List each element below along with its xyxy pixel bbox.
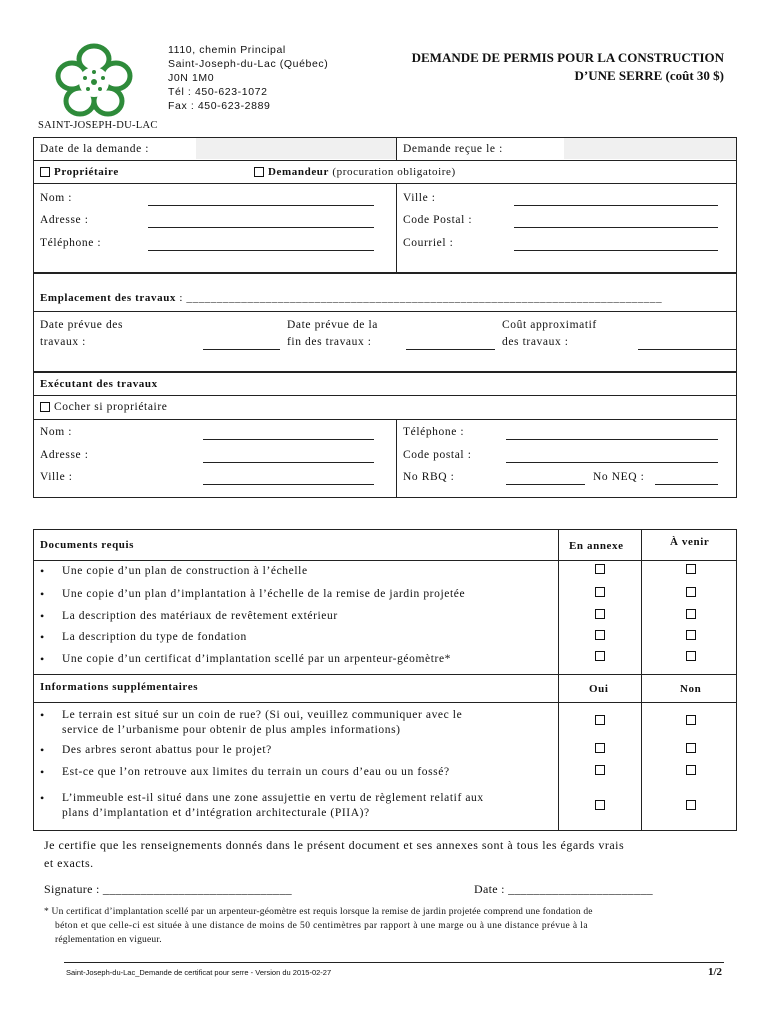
telephone-label: Téléphone : xyxy=(40,237,102,249)
telephone-field[interactable] xyxy=(148,250,374,251)
q1-non-checkbox[interactable] xyxy=(686,715,696,725)
doc4-annexe-checkbox[interactable] xyxy=(595,630,605,640)
date-request-field[interactable] xyxy=(196,138,396,159)
owner-checkbox[interactable] xyxy=(40,167,50,177)
info-question-cont: service de l’urbanisme pour obtenir de plus amples informations) xyxy=(62,724,401,736)
end-date-label: Date prévue de la xyxy=(287,319,378,331)
start-date-label-2: travaux : xyxy=(40,336,86,348)
nom-field[interactable] xyxy=(148,205,374,206)
col-annexe: En annexe xyxy=(569,540,624,552)
contractor-owner-checkbox[interactable] xyxy=(40,402,50,412)
date-field[interactable]: Date : _______________________ xyxy=(474,882,653,896)
info-question: Est-ce que l’on retrouve aux limites du terrain un cours d’eau ou un fossé? xyxy=(62,766,450,778)
contractor-title: Exécutant des travaux xyxy=(40,378,158,390)
address-line: J0N 1M0 xyxy=(168,72,215,84)
page-number: 1/2 xyxy=(707,966,722,978)
doc5-annexe-checkbox[interactable] xyxy=(595,651,605,661)
contractor-code-postal-label: Code postal : xyxy=(403,449,472,461)
doc1-annexe-checkbox[interactable] xyxy=(595,564,605,574)
contractor-owner-label: Cocher si propriétaire xyxy=(54,401,168,413)
q2-non-checkbox[interactable] xyxy=(686,743,696,753)
doc3-avenir-checkbox[interactable] xyxy=(686,609,696,619)
code-postal-field[interactable] xyxy=(514,227,718,228)
location-label: Emplacement des travaux : ______________________________________________________________________________ xyxy=(40,292,663,304)
rbq-label: No RBQ : xyxy=(403,471,455,483)
nom-label: Nom : xyxy=(40,192,73,204)
address-line: Saint-Joseph-du-Lac (Québec) xyxy=(168,58,329,70)
date-request-label: Date de la demande : xyxy=(40,143,150,155)
contractor-ville-label: Ville : xyxy=(40,471,73,483)
contractor-adresse-field[interactable] xyxy=(203,462,374,463)
code-postal-label: Code Postal : xyxy=(403,214,473,226)
footer-version: Saint-Joseph-du-Lac_Demande de certificat pour serre - Version du 2015-02-27 xyxy=(66,968,332,977)
neq-field[interactable] xyxy=(655,484,718,485)
doc1-avenir-checkbox[interactable] xyxy=(686,564,696,574)
end-date-field[interactable] xyxy=(406,349,495,350)
signature-field[interactable]: Signature : ______________________________ xyxy=(44,882,292,896)
info-question: L’immeuble est-il situé dans une zone assujettie en vertu de règlement relatif aux xyxy=(62,792,484,804)
documents-title: Documents requis xyxy=(40,539,135,551)
applicant-checkbox[interactable] xyxy=(254,167,264,177)
certify-text: Je certifie que les renseignements donnés dans le présent document et ses annexes sont à tous les égards vrais xyxy=(44,838,625,852)
doc-item: Une copie d’un plan de construction à l’échelle xyxy=(62,565,308,577)
col-oui: Oui xyxy=(589,683,609,695)
courriel-label: Courriel : xyxy=(403,237,454,249)
start-date-label: Date prévue des xyxy=(40,319,124,331)
municipal-logo xyxy=(44,40,144,120)
q3-non-checkbox[interactable] xyxy=(686,765,696,775)
doc3-annexe-checkbox[interactable] xyxy=(595,609,605,619)
q1-oui-checkbox[interactable] xyxy=(595,715,605,725)
contractor-nom-label: Nom : xyxy=(40,426,73,438)
q2-oui-checkbox[interactable] xyxy=(595,743,605,753)
courriel-field[interactable] xyxy=(514,250,718,251)
date-received-label: Demande reçue le : xyxy=(403,143,503,155)
footnote-cont: béton et que celle-ci est située à une distance de moins de 50 centimètres par rapport à une marge ou à une distance prévue à la xyxy=(55,921,588,931)
contractor-ville-field[interactable] xyxy=(203,484,374,485)
doc2-avenir-checkbox[interactable] xyxy=(686,587,696,597)
info-title: Informations supplémentaires xyxy=(40,681,199,693)
neq-label: No NEQ : xyxy=(593,471,645,483)
col-non: Non xyxy=(680,683,702,695)
q3-oui-checkbox[interactable] xyxy=(595,765,605,775)
contractor-adresse-label: Adresse : xyxy=(40,449,89,461)
footnote: * Un certificat d’implantation scellé par un arpenteur-géomètre est requis lorsque la remise de jardin projetée comprend une fondation de xyxy=(44,907,593,917)
adresse-field[interactable] xyxy=(148,227,374,228)
works-section xyxy=(33,273,737,372)
doc-item: Une copie d’un plan d’implantation à l’échelle de la remise de jardin projetée xyxy=(62,588,466,600)
doc2-annexe-checkbox[interactable] xyxy=(595,587,605,597)
doc-item: La description du type de fondation xyxy=(62,631,247,643)
ville-label: Ville : xyxy=(403,192,436,204)
contractor-telephone-field[interactable] xyxy=(506,439,718,440)
certify-text-cont: et exacts. xyxy=(44,856,94,870)
cost-label: Coût approximatif xyxy=(502,319,597,331)
end-date-label-2: fin des travaux : xyxy=(287,336,372,348)
address-line: 1110, chemin Principal xyxy=(168,44,286,56)
q4-oui-checkbox[interactable] xyxy=(595,800,605,810)
logo-text: SAINT-JOSEPH-DU-LAC xyxy=(38,120,158,131)
contractor-nom-field[interactable] xyxy=(203,439,374,440)
cost-label-2: des travaux : xyxy=(502,336,569,348)
page-title: DEMANDE DE PERMIS POUR LA CONSTRUCTION xyxy=(411,50,724,65)
date-received-field[interactable] xyxy=(564,138,736,159)
doc-item: Une copie d’un certificat d’implantation scellé par un arpenteur-géomètre* xyxy=(62,653,452,665)
info-question: Le terrain est situé sur un coin de rue? (Si oui, veuillez communiquer avec le xyxy=(62,709,463,721)
cost-field[interactable] xyxy=(638,349,736,350)
doc5-avenir-checkbox[interactable] xyxy=(686,651,696,661)
contractor-code-postal-field[interactable] xyxy=(506,462,718,463)
page-subtitle: D’UNE SERRE (coût 30 $) xyxy=(574,68,724,83)
q4-non-checkbox[interactable] xyxy=(686,800,696,810)
start-date-field[interactable] xyxy=(203,349,280,350)
doc4-avenir-checkbox[interactable] xyxy=(686,630,696,640)
info-question-cont: plans d’implantation et d’intégration architecturale (PIIA)? xyxy=(62,807,370,819)
footnote-cont: réglementation en vigueur. xyxy=(55,935,162,945)
owner-label: Propriétaire xyxy=(54,166,119,178)
address-line: Tél : 450-623-1072 xyxy=(168,86,268,98)
rbq-field[interactable] xyxy=(506,484,585,485)
ville-field[interactable] xyxy=(514,205,718,206)
doc-item: La description des matériaux de revêtement extérieur xyxy=(62,610,338,622)
applicant-label: Demandeur (procuration obligatoire) xyxy=(268,166,456,178)
col-a-venir: À venir xyxy=(670,536,710,548)
info-question: Des arbres seront abattus pour le projet? xyxy=(62,744,272,756)
contractor-telephone-label: Téléphone : xyxy=(403,426,465,438)
adresse-label: Adresse : xyxy=(40,214,89,226)
address-line: Fax : 450-623-2889 xyxy=(168,100,271,112)
